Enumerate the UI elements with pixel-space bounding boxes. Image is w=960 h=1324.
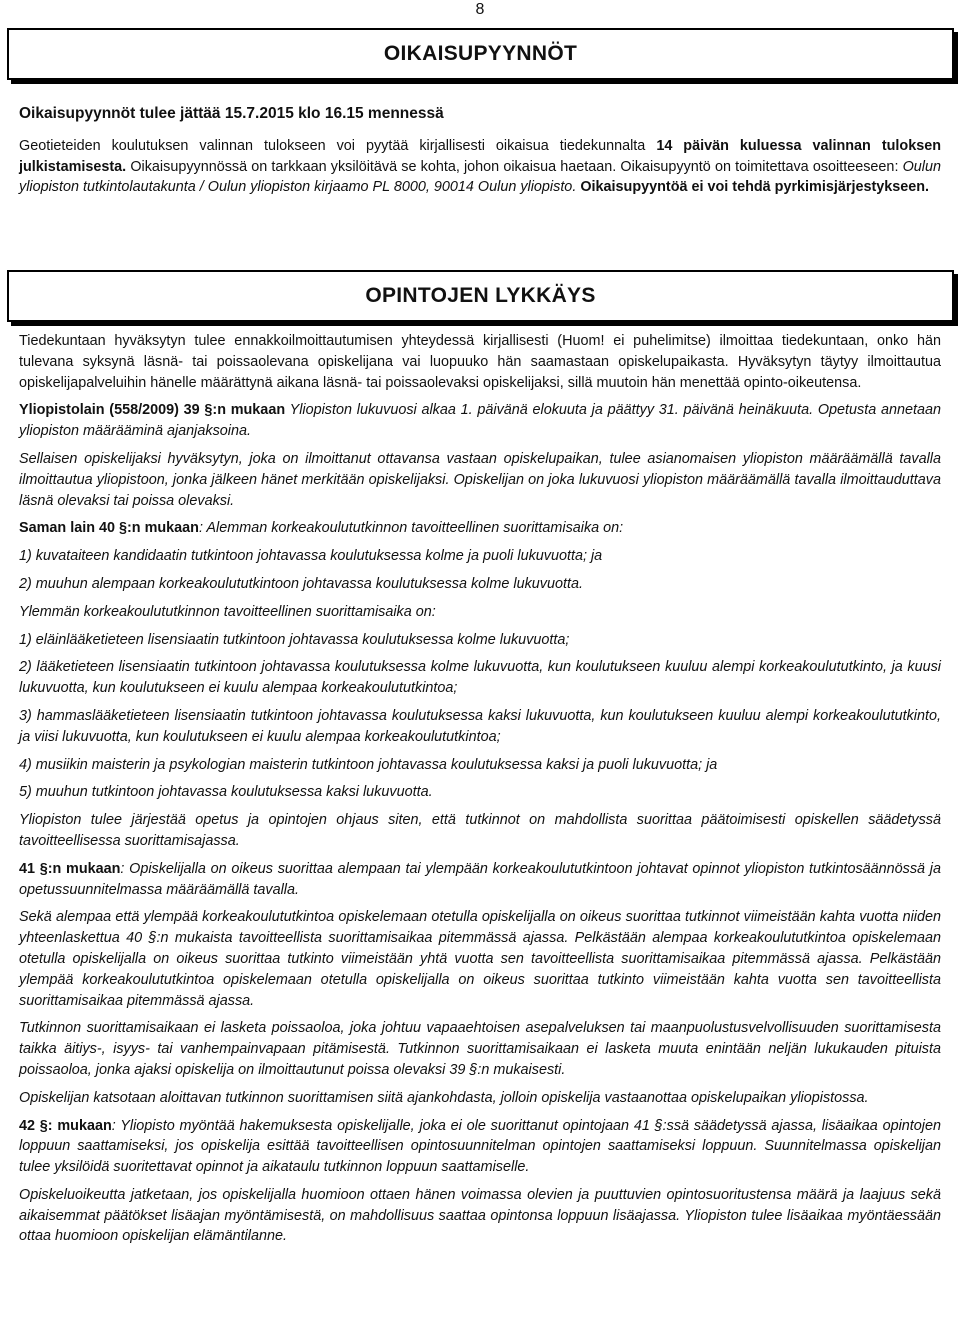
text-run-italic: 2) muuhun alempaan korkeakoulututkintoon johtavassa koulutuksessa kolme lukuvuotta. (19, 575, 583, 592)
section-title-oikaisupyynnot (7, 28, 954, 80)
text-run-italic: Yliopiston lukuvuosi alkaa 1. päivänä elokuuta ja päättyy 31. päivänä heinäkuuta. Opetusta annetaan yliopiston määrääminä ajanjaksoina. (19, 402, 941, 440)
text-run-italic: 2) lääketieteen lisensiaatin tutkintoon johtavassa koulutuksessa kolme lukuvuotta, kun koulutukseen kuuluu alempi korkeakoulututkinto, ja kuusi lukuvuotta, kun koulutukseen ei kuulu alempaa korkeakoulututkintoa; (19, 659, 941, 697)
lykkays-content (19, 331, 941, 1247)
italic-paragraph (19, 602, 941, 623)
italic-paragraph (19, 1088, 941, 1109)
list-item (19, 546, 941, 567)
oikaisupyynnot-paragraph (19, 136, 941, 198)
section-title-text: OIKAISUPYYNNÖT (383, 42, 578, 65)
law-reference: 42 §: mukaan (19, 1117, 112, 1134)
oikaisupyynnot-content (19, 104, 941, 198)
italic-paragraph (19, 449, 941, 511)
text-run-italic: Yliopiston tulee järjestää opetus ja opintojen ohjaus siten, että tutkinnot on mahdollista suorittaa päätoimisesti opiskellen säädetyssä tavoitteellisessa suorittamisajassa. (19, 812, 941, 849)
section-title-opintojen-lykkays (7, 270, 954, 322)
law-paragraph-39 (19, 400, 941, 442)
list-item (19, 755, 941, 776)
text-run-italic: Sellaisen opiskelijaksi hyväksytyn, joka on ilmoittanut ottavansa vastaan opiskelupaikan, tulee asianomaisen yliopiston määräämällä tavalla ilmoittautua yliopistoon, jonka jälkeen hänet merkitään opiskelijaksi. Opiskelijan on joka lukuvuosi yliopiston määräämällä tavalla ilmoittauduttava läsnä olevaksi tai poissa olevaksi. (19, 450, 941, 509)
list-item (19, 782, 941, 803)
text-run-italic: Opiskelijan katsotaan aloittavan tutkinnon suorittamisen siitä ajankohdasta, jolloin opiskelija vastaanottaa opiskelupaikan yliopistossa. (19, 1089, 869, 1106)
law-paragraph-41 (19, 859, 941, 901)
text-run-italic: 5) muuhun tutkintoon johtavassa koulutuksessa kaksi lukuvuotta. (19, 784, 433, 801)
italic-paragraph (19, 1018, 941, 1080)
text-run-italic: Ylemmän korkeakoulututkinnon tavoitteellinen suorittamisaika on: (19, 603, 436, 620)
lykkays-intro-paragraph: Tiedekuntaan hyväksytyn tulee ennakkoilmoittautumisen yhteydessä kirjallisesti (Huom! ei puhelimitse) ilmoittaa tiedekuntaan, onko hän tulevana syksynä läsnä- tai poissaolevana opiskelijana vai luopuuko hän saamastaan opiskelupaikasta. Hyväksytyn täytyy ilmoittautua opiskelijapalveluihin hänelle määrättynä aikana läsnä- tai poissaolevaksi opiskelijaksi, sillä muutoin hän menettää opinto-oikeutensa. (19, 333, 941, 391)
text-run-italic: : Opiskelijalla on oikeus suorittaa alempaan tai ylempään korkeakoulututkintoon johtavat opinnot yliopiston tutkintosäännössä ja opetussuunnitelmassa määräämällä tavalla. (19, 860, 941, 898)
law-paragraph-40 (19, 518, 941, 539)
law-paragraph-42 (19, 1116, 941, 1178)
list-item (19, 630, 941, 651)
text-run-italic: Tutkinnon suorittamisaikaan ei lasketa poissaoloa, joka johtuu vapaaehtoisen asepalveluksen tai maanpuolustusvelvollisuuden suorittamisesta taikka äitiys-, isyys- tai vanhempainvapaan pitämisestä. Tutkinnon suorittamisaikaan ei lasketa muuta enintään neljän lukukauden pituista poissaoloa, jonka ajaksi opiskelija on ilmoittautunut poissa olevaksi 39 §:n mukaisesti. (19, 1020, 941, 1078)
text-run: Oikaisupyynnössä on tarkkaan yksilöitävä se kohta, johon oikaisua haetaan. Oikaisupyyntö on toimitettava osoitteeseen: (126, 158, 903, 175)
text-run-italic: 1) eläinlääketieteen lisensiaatin tutkintoon johtavassa koulutuksessa kolme lukuvuotta; (19, 631, 570, 648)
law-reference: Yliopistolain (558/2009) 39 §:n mukaan (19, 402, 286, 419)
deadline-heading: Oikaisupyynnöt tulee jättää 15.7.2015 klo 16.15 mennessä (19, 105, 444, 122)
italic-paragraph (19, 907, 941, 1011)
address-text: Oulun yliopiston tutkintolautakunta / Oulun yliopiston kirjaamo PL 8000, 90014 Oulun yliopisto. (19, 158, 941, 196)
text-run-bold: 14 päivän kuluessa valinnan tuloksen julkistamisesta. (19, 137, 942, 175)
list-item (19, 574, 941, 595)
italic-paragraph (19, 810, 941, 852)
text-run-italic: 1) kuvataiteen kandidaatin tutkintoon johtavassa koulutuksessa kolme ja puoli lukuvuotta; ja (19, 548, 603, 565)
text-run-italic: 3) hammaslääketieteen lisensiaatin tutkintoon johtavassa koulutuksessa kaksi lukuvuotta, kun koulutukseen kuuluu alempi korkeakoulututkinto, ja viisi lukuvuotta, kun koulutukseen ei kuulu alempaa korkeakoulututkintoa; (19, 707, 941, 745)
text-run-bold: Oikaisupyyntöä ei voi tehdä pyrkimisjärjestykseen. (576, 179, 930, 196)
text-run: Geotieteiden koulutuksen valinnan tulokseen voi pyytää kirjallisesti oikaisua tiedekunnalta (19, 137, 657, 154)
list-item (19, 657, 941, 699)
section-title-text: OPINTOJEN LYKKÄYS (365, 284, 596, 307)
text-run-italic: : Alemman korkeakoulututkinnon tavoitteellinen suorittamisaika on: (198, 520, 624, 537)
text-run-italic: 4) musiikin maisterin ja psykologian maisterin tutkintoon johtavassa koulutuksessa kaksi ja puoli lukuvuotta; ja (19, 756, 718, 773)
text-run-italic: : Yliopisto myöntää hakemuksesta opiskelijalle, joka ei ole suorittanut opintojaan 41 §:ssä säädetyssä ajassa, lisäaikaa opintojen loppuun saattamiseksi, jos opiskelija esittää tavoitteellisen opintosuunnitelman opintojen saattamiseksi loppuun. Suunnitelmassa opiskelijan tulee yksilöidä suoritettavat opinnot ja aikataulu tutkinnon loppuun saattamiselle. (19, 1117, 942, 1176)
text-run-italic: Sekä alempaa että ylempää korkeakoulututkintoa opiskelemaan otetulla opiskelijalla on oikeus suorittaa tutkinnot viimeistään kahta vuotta niiden yhteenlaskettua 40 §:n mukaista tavoitteellista suorittamisaikaa pitemmässä ajassa. Pelkästään alempaa korkeakoulututkintoa opiskelemaan otetulla opiskelijalla on oikeus suorittaa tutkinto viimeistään yhtä vuotta sen tavoitteellista suorittamisaikaa pitemmässä ajassa. Pelkästään ylempää korkeakoulututkintoa opiskelemaan otetulla opiskelijalla on oikeus suorittaa tutkinto viimeistään kahta vuotta sen tavoitteellista suorittamisaikaa pitemmässä ajassa. (19, 909, 941, 1009)
italic-paragraph (19, 1185, 941, 1247)
text-run-italic: Opiskeluoikeutta jatketaan, jos opiskelijalla huomioon ottaen hänen voimassa olevien ja puuttuvien opintosuoritustensa määrä ja laajuus sekä aikaisemmat päätökset lisäajan myöntämisestä, on mahdollisuus saattaa opintonsa loppuun lisäajassa. Yliopiston tulee lisäaikaa myöntäessään ottaa huomioon opiskelijan elämäntilanne. (19, 1186, 941, 1245)
list-item (19, 706, 941, 748)
law-reference: 41 §:n mukaan (19, 860, 121, 877)
page-number: 8 (475, 1, 485, 18)
law-reference: Saman lain 40 §:n mukaan (19, 520, 199, 537)
